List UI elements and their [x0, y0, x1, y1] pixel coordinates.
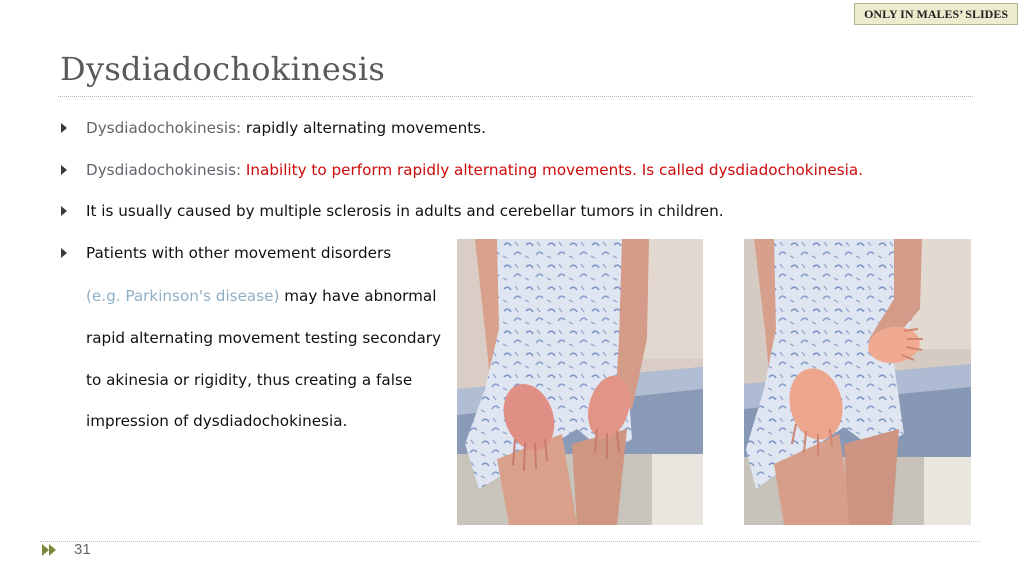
continuation-line-1: [86, 287, 436, 305]
bullet-1-term: Dysdiadochokinesis:: [86, 119, 242, 137]
photo-palms-up: [744, 239, 971, 525]
bullet-2-body: Inability to perform rapidly alternating movements. Is called dysdiadochokinesia.: [241, 161, 864, 179]
bullet-arrow-icon: [61, 248, 67, 258]
page-number: 31: [74, 541, 91, 558]
bullet-4-text: Patients with other movement disorders: [86, 244, 392, 262]
bullet-2-term: Dysdiadochokinesis:: [86, 161, 242, 179]
footer-triangle-icon: [49, 544, 56, 556]
photo-palms-down: [457, 239, 703, 525]
bullet-1-text: [86, 119, 486, 137]
bullet-arrow-icon: [61, 165, 67, 175]
bullet-arrow-icon: [61, 206, 67, 216]
bullet-1-body: rapidly alternating movements.: [241, 119, 486, 137]
continuation-line-2: rapid alternating movement testing secondary: [86, 329, 442, 347]
slide-title: Dysdiadochokinesis: [60, 50, 386, 88]
continuation-line-1-rest: may have abnormal: [279, 287, 437, 305]
footer-triangle-icon: [42, 544, 49, 556]
bullet-3-text: It is usually caused by multiple sclerosis in adults and cerebellar tumors in children.: [86, 202, 724, 220]
bullet-arrow-icon: [61, 123, 67, 133]
males-only-badge: ONLY IN MALES’ SLIDES: [854, 3, 1018, 25]
footer-divider: [40, 541, 980, 542]
continuation-line-4: impression of dysdiadochokinesia.: [86, 412, 348, 430]
parkinsons-example: (e.g. Parkinson's disease): [86, 287, 280, 305]
bullet-2-text: [86, 161, 863, 179]
continuation-line-3: to akinesia or rigidity, thus creating a false: [86, 371, 413, 389]
title-divider: [58, 96, 973, 97]
